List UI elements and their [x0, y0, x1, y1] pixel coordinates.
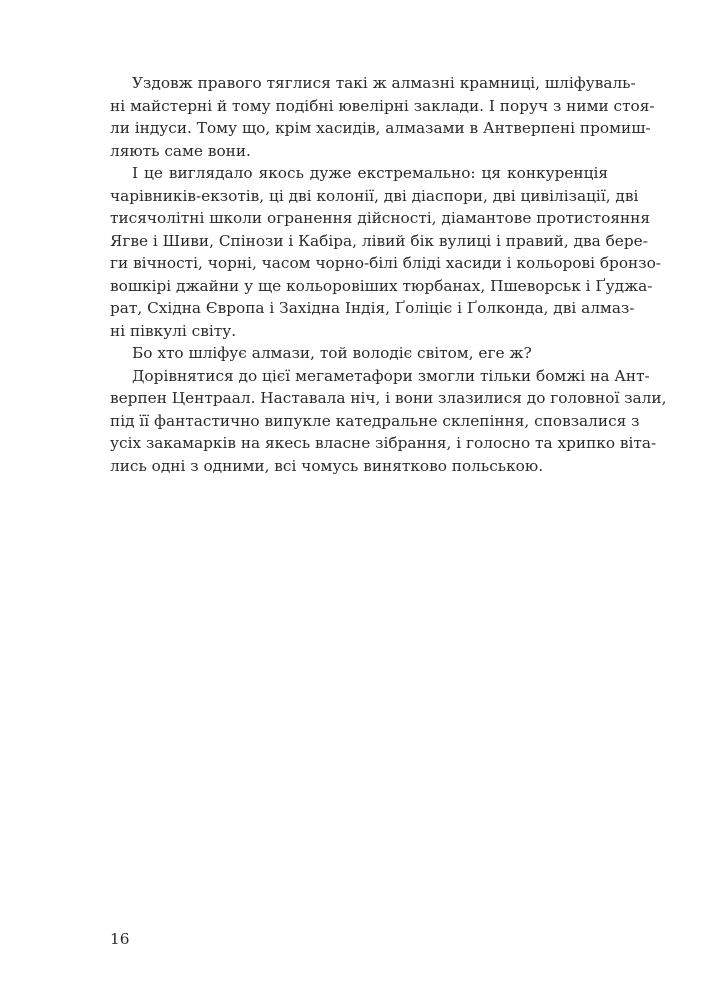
text-line: чарівників-екзотів, ці дві колонії, дві діаспори, дві цивілізації, дві [110, 186, 639, 205]
text-line: ли індуси. Тому що, крім хасидів, алмазами в Антверпені промиш- [110, 119, 651, 137]
paragraph [110, 365, 667, 478]
paragraph [110, 342, 608, 365]
text-line: Ягве і Шиви, Спінози і Кабіра, лівий бік вулиці і правий, два бере- [110, 231, 648, 250]
text-line: лись одні з одними, всі чомусь винятково польською. [110, 456, 544, 475]
text-line: ні півкулі світу. [110, 321, 237, 340]
text-line: ні майстерні й тому подібні ювелірні заклади. І поруч з ними стоя- [110, 96, 655, 115]
text-line: вошкірі джайни у ще кольоровіших тюрбанах, Пшеворськ і Ґуджа- [110, 276, 653, 295]
text-line: тисячолітні школи огранення дійсності, діамантове протистояння [110, 209, 651, 227]
page-number: 16 [110, 930, 130, 948]
text-line: усіх закамарків на якесь власне зібрання, і голосно та хрипко віта- [110, 434, 657, 452]
text-line: І це виглядало якось дуже екстремально: ця конкуренція [132, 164, 608, 182]
body-text [110, 72, 667, 477]
text-line: під її фантастично випукле катедральне склепіння, сповзалися з [110, 411, 640, 430]
text-line: ляють саме вони. [110, 141, 251, 160]
text-line: Бо хто шліфує алмази, той володіє світом, еге ж? [132, 344, 532, 362]
paragraph [110, 72, 655, 162]
text-line: рат, Східна Європа і Західна Індія, Ґоліціє і Ґолконда, дві алмаз- [110, 299, 635, 317]
text-line: верпен Центраал. Наставала ніч, і вони злазилися до головної зали, [110, 389, 667, 407]
text-line: Уздовж правого тяглися такі ж алмазні крамниці, шліфуваль- [132, 74, 636, 92]
text-line: ги вічності, чорні, часом чорно-білі бліді хасиди і кольорові бронзо- [110, 254, 661, 272]
paragraph [110, 162, 661, 342]
text-line: Дорівнятися до цієї мегаметафори змогли тільки бомжі на Ант- [132, 366, 650, 385]
